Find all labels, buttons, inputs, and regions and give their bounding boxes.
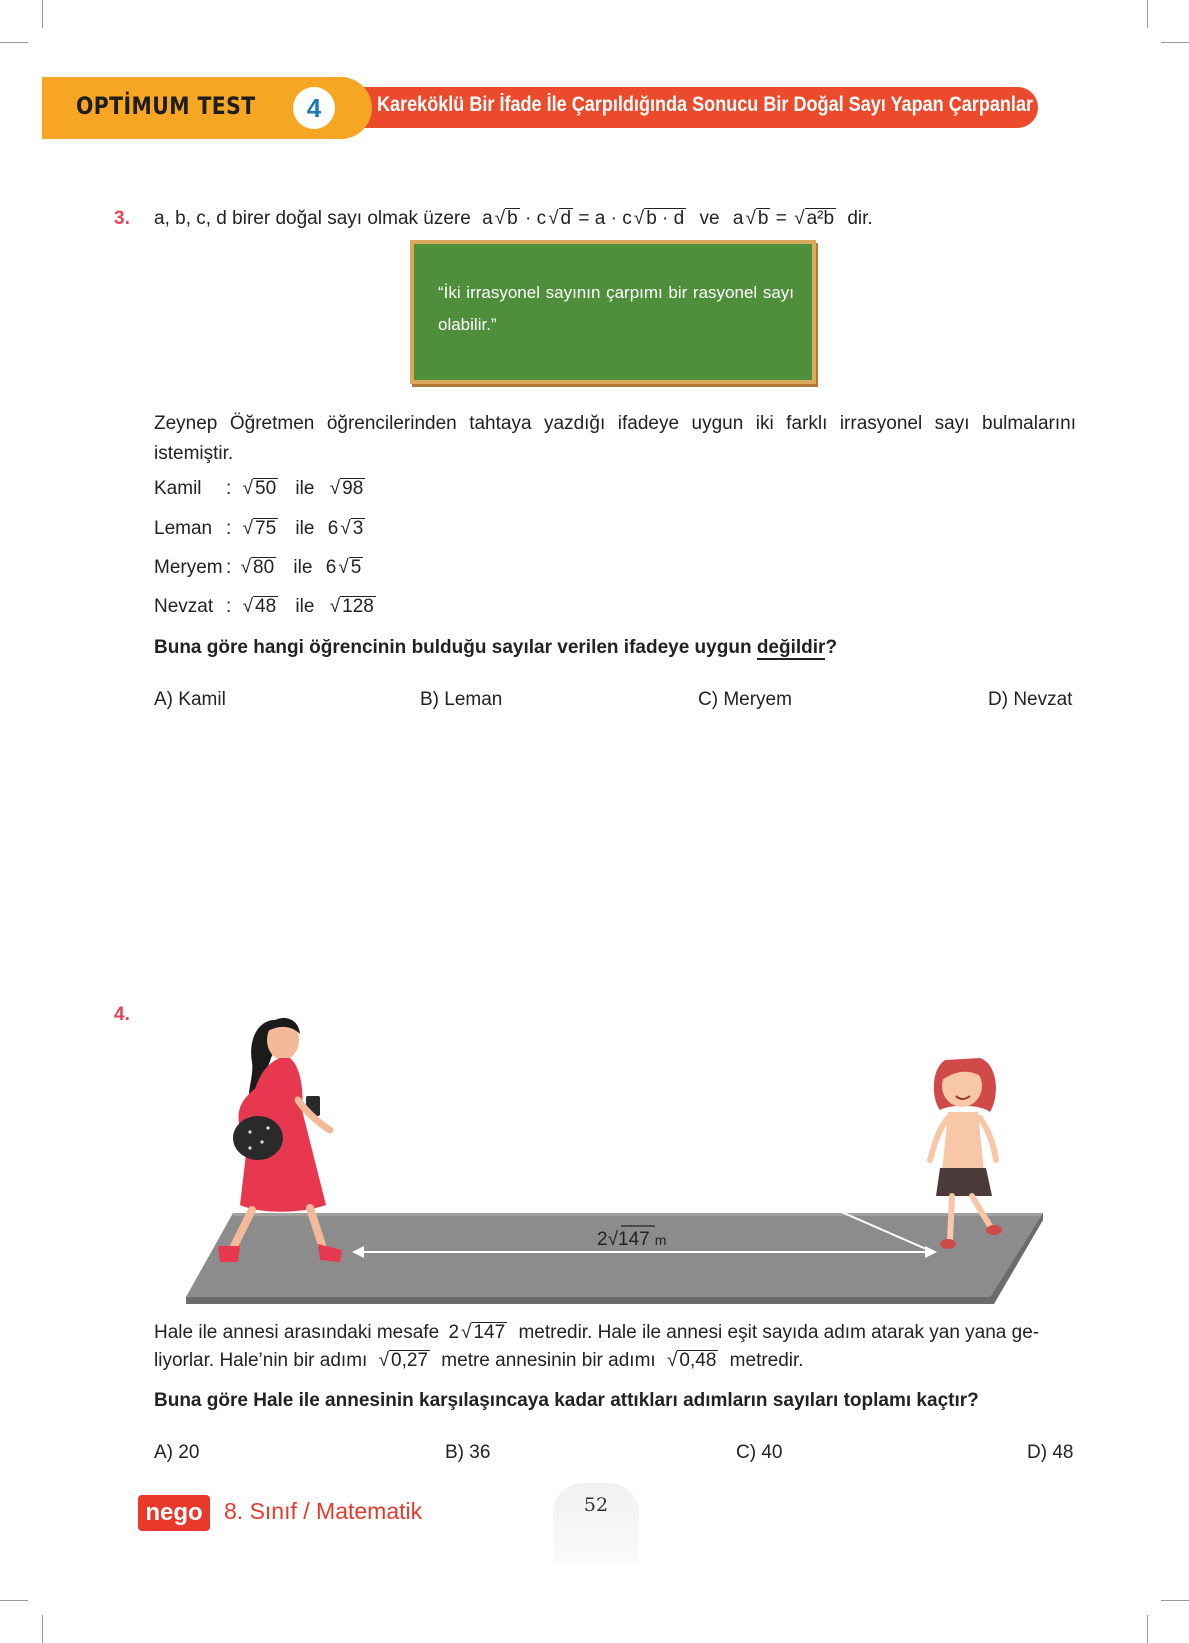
publisher-logo: nego: [138, 1495, 210, 1531]
option-b[interactable]: B) Leman: [420, 689, 503, 710]
student-row: Kamil : √ 50 ile √ 98: [154, 478, 364, 499]
crop-mark: [1161, 42, 1189, 43]
option-a[interactable]: A) Kamil: [154, 689, 226, 710]
crop-mark: [42, 1615, 43, 1643]
page-number: 52: [583, 1494, 609, 1516]
option-d[interactable]: D) Nevzat: [988, 689, 1073, 710]
footer-course: 8. Sınıf / Matematik: [224, 1498, 423, 1524]
q3-question-emphasis: değildir: [756, 637, 826, 658]
option-c[interactable]: C) 40: [736, 1442, 783, 1463]
crop-mark: [1147, 0, 1148, 28]
q4-paragraph-line2: liyorlar. Hale’nin bir adımı √ 0,27 metre annesinin bir adımı √ 0,48 metredir.: [154, 1350, 804, 1371]
header-title: OPTİMUM TEST: [76, 92, 256, 120]
student-row: Nevzat : √ 48 ile √ 128: [154, 596, 374, 617]
crop-mark: [42, 0, 43, 28]
question-number: 4.: [114, 1004, 130, 1025]
student-row: Leman : √ 75 ile 6 √ 3: [154, 518, 364, 539]
crop-mark: [1161, 1600, 1189, 1601]
walkway-illustration: [0, 1000, 1189, 1340]
option-c[interactable]: C) Meryem: [698, 689, 792, 710]
q4-question: Buna göre Hale ile annesinin karşılaşıncaya kadar attıkları adımların sayıları toplamı kaçtır?: [154, 1390, 979, 1411]
header-topic: Kareköklü Bir İfade İle Çarpıldığında Sonucu Bir Doğal Sayı Yapan Çarpanlar: [377, 93, 1034, 116]
q4-paragraph-line1: Hale ile annesi arasındaki mesafe 2 √ 147 metredir. Hale ile annesi eşit sayıda adım atarak yan yana ge-: [154, 1322, 1040, 1343]
option-a[interactable]: A) 20: [154, 1442, 200, 1463]
q3-formula-left: a √ b · c √ d = a · c √ b · d: [482, 208, 685, 229]
q3-intro: [154, 208, 873, 230]
q3-formula-right: a √ b = √ a²b: [732, 208, 835, 229]
option-b[interactable]: B) 36: [445, 1442, 491, 1463]
q3-intro-suffix: dir.: [847, 208, 873, 229]
student-row: Meryem : √ 80 ile 6 √ 5: [154, 557, 362, 578]
question-number: 3.: [114, 208, 130, 229]
crop-mark: [0, 1600, 28, 1601]
q3-intro-prefix: a, b, c, d birer doğal sayı olmak üzere: [154, 208, 471, 229]
chalkboard-text: “İki irrasyonel sayının çarpımı bir rasyonel sayı olabilir.”: [438, 283, 794, 334]
distance-label: 2√147 m: [597, 1229, 667, 1250]
q3-question: Buna göre hangi öğrencinin bulduğu sayılar verilen ifadeye uygun değildir?: [154, 637, 838, 658]
test-number-badge: 4: [293, 87, 335, 129]
chalkboard: [410, 240, 816, 384]
q3-intro-conj: ve: [699, 208, 720, 229]
option-d[interactable]: D) 48: [1027, 1442, 1074, 1463]
crop-mark: [0, 42, 28, 43]
q3-paragraph: Zeynep Öğretmen öğrencilerinden tahtaya yazdığı ifadeye uygun iki farklı irrasyonel sayı bulmalarını istemiştir.: [154, 413, 1076, 464]
crop-mark: [1147, 1615, 1148, 1643]
